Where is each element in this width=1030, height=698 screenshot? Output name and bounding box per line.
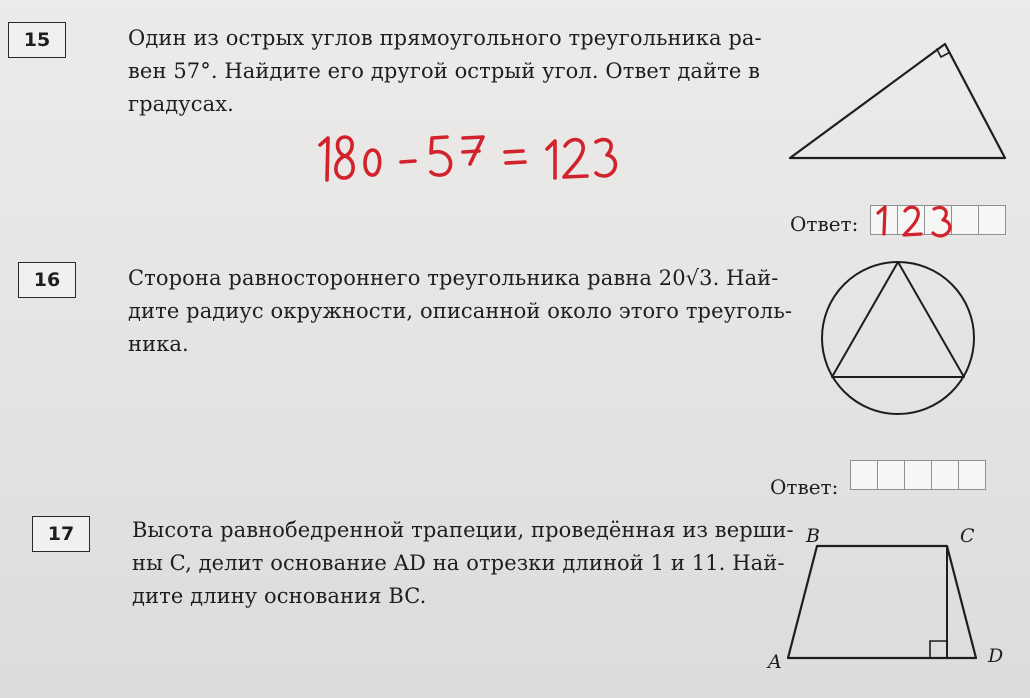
problem-17-text (132, 514, 794, 613)
problem-15-text (128, 22, 762, 121)
handwritten-answer-15 (872, 201, 972, 237)
vertex-label-b: B (806, 525, 820, 547)
handwritten-calculation (315, 128, 625, 190)
answer-cell[interactable] (850, 460, 878, 490)
problem-17-line-2: ны C, делит основание AD на отрезки длиной 1 и 11. Най- (132, 551, 785, 575)
answer-cell[interactable] (958, 460, 986, 490)
answer-cell[interactable] (978, 205, 1006, 235)
problem-17-line-3: дите длину основания BC. (132, 584, 427, 608)
answer-box-16[interactable] (850, 460, 986, 490)
right-angle-mark (930, 641, 947, 658)
answer-cell[interactable] (931, 460, 959, 490)
right-triangle-figure (785, 40, 1025, 170)
problem-17-line-1: Высота равнобедренной трапеции, проведённая из верши- (132, 518, 794, 542)
problem-number-15: 15 (8, 22, 66, 58)
problem-15-line-3: градусах. (128, 92, 234, 116)
vertex-label-a: A (768, 651, 782, 673)
problem-number-16: 16 (18, 262, 76, 298)
problem-16-text (128, 262, 792, 361)
answer-cell[interactable] (877, 460, 905, 490)
vertex-label-d: D (988, 645, 1004, 667)
problem-number-17: 17 (32, 516, 90, 552)
circumscribed-circle-figure (818, 250, 978, 426)
problem-16-line-1: Сторона равностороннего треугольника равна 20√3. Най- (128, 266, 779, 290)
vertex-label-c: C (960, 525, 975, 547)
answer-label-15: Ответ: (790, 212, 859, 236)
problem-16-line-2: дите радиус окружности, описанной около этого треуголь- (128, 299, 793, 323)
equilateral-triangle (832, 262, 964, 377)
answer-cell[interactable] (904, 460, 932, 490)
problem-15-line-1: Один из острых углов прямоугольного треугольника ра- (128, 26, 762, 50)
trapezoid-figure (762, 525, 1012, 680)
problem-16-line-3: ника. (128, 332, 189, 356)
problem-15-line-2: вен 57°. Найдите его другой острый угол. Ответ дайте в (128, 59, 761, 83)
answer-label-16: Ответ: (770, 475, 839, 499)
circumcircle (822, 262, 974, 414)
